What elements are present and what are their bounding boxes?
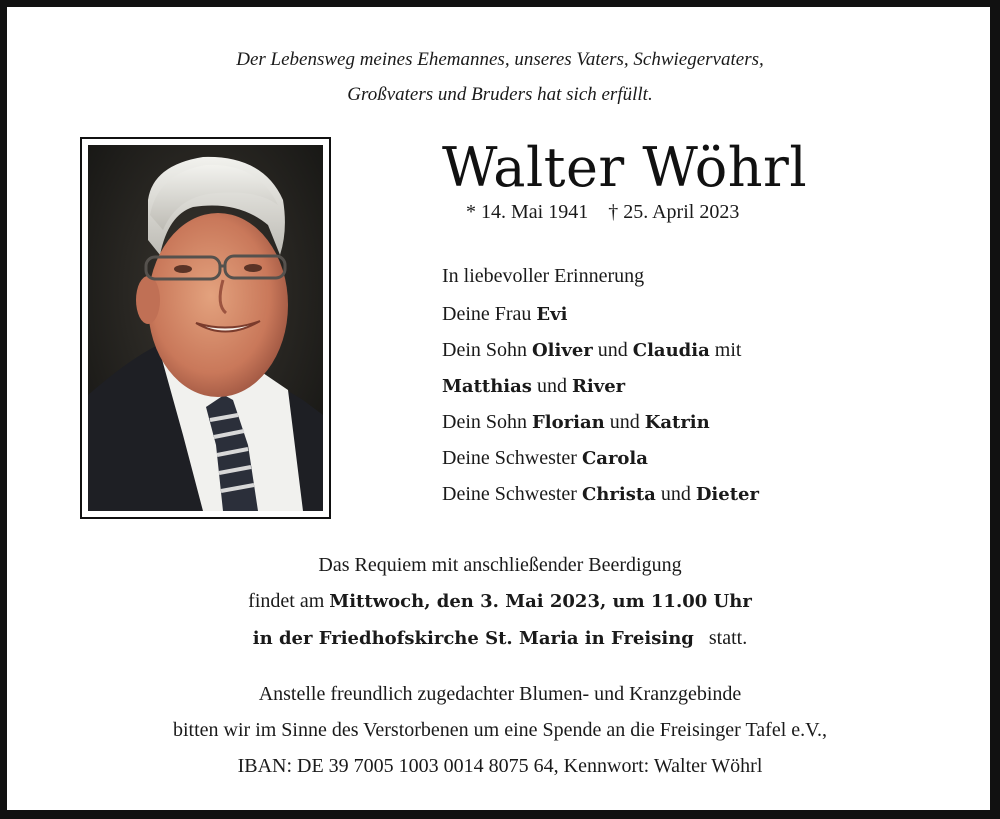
donation-info <box>0 676 1000 784</box>
mourner-line <box>442 476 759 512</box>
funeral-info <box>0 547 1000 657</box>
intro-line-1: Der Lebensweg meines Ehemannes, unseres Vaters, Schwiegervaters, <box>236 49 764 70</box>
birth-date: * 14. Mai 1941 <box>466 201 589 223</box>
mourner-relation-text: und <box>592 339 633 361</box>
mourner-name: Carola <box>581 448 648 469</box>
deceased-name: Walter Wöhrl <box>442 136 808 199</box>
funeral-line-2 <box>0 583 1000 620</box>
mourner-name: Matthias <box>442 376 532 397</box>
funeral-location: in der Friedhofskirche St. Maria in Freising <box>252 628 694 649</box>
mourner-name: Oliver <box>532 340 593 361</box>
mourner-relation-text: und <box>655 483 696 505</box>
funeral-line-1: Das Requiem mit anschließender Beerdigung <box>318 554 682 576</box>
donation-line-1: Anstelle freundlich zugedachter Blumen- und Kranzgebinde <box>258 683 742 705</box>
mourner-relation-text: und <box>604 411 645 433</box>
mourner-line <box>442 404 759 440</box>
remembrance-line: In liebevoller Erinnerung <box>442 265 645 287</box>
mourner-name: Florian <box>532 412 605 433</box>
donation-line-2: bitten wir im Sinne des Verstorbenen um eine Spende an die Freisinger Tafel e.V., <box>172 719 827 741</box>
mourner-name: River <box>571 376 626 397</box>
funeral-line-3 <box>0 620 1000 657</box>
mourner-name: Claudia <box>632 340 710 361</box>
mourner-name: Christa <box>581 484 656 505</box>
mourner-name: Evi <box>536 304 568 325</box>
mourners-list <box>442 258 759 512</box>
portrait-illustration <box>88 145 323 511</box>
mourner-line <box>442 440 759 476</box>
funeral-line-2-prefix: findet am <box>248 590 330 612</box>
intro-line-2: Großvaters und Bruders hat sich erfüllt. <box>347 84 653 105</box>
life-dates <box>466 201 739 224</box>
funeral-date-time: Mittwoch, den 3. Mai 2023, um 11.00 Uhr <box>329 591 752 612</box>
funeral-line-3-suffix: statt. <box>708 627 748 649</box>
mourner-relation-text: Deine Frau <box>442 303 537 325</box>
mourner-relation-text: Deine Schwester <box>442 447 582 469</box>
death-date: † 25. April 2023 <box>608 201 740 223</box>
intro-text <box>0 42 1000 112</box>
portrait-photo <box>88 145 323 511</box>
mourner-relation-text: Deine Schwester <box>442 483 582 505</box>
mourner-relation-text: mit <box>709 339 742 361</box>
mourner-relation-text: Dein Sohn <box>442 411 532 433</box>
portrait-frame <box>80 137 331 519</box>
mourner-name: Katrin <box>644 412 710 433</box>
donation-line-3: IBAN: DE 39 7005 1003 0014 8075 64, Kennwort: Walter Wöhrl <box>237 755 763 777</box>
mourner-relation-text: Dein Sohn <box>442 339 532 361</box>
mourner-line <box>442 368 759 404</box>
mourner-line <box>442 296 759 332</box>
mourner-name: Dieter <box>695 484 759 505</box>
mourner-relation-text: und <box>531 375 572 397</box>
mourner-line <box>442 332 759 368</box>
